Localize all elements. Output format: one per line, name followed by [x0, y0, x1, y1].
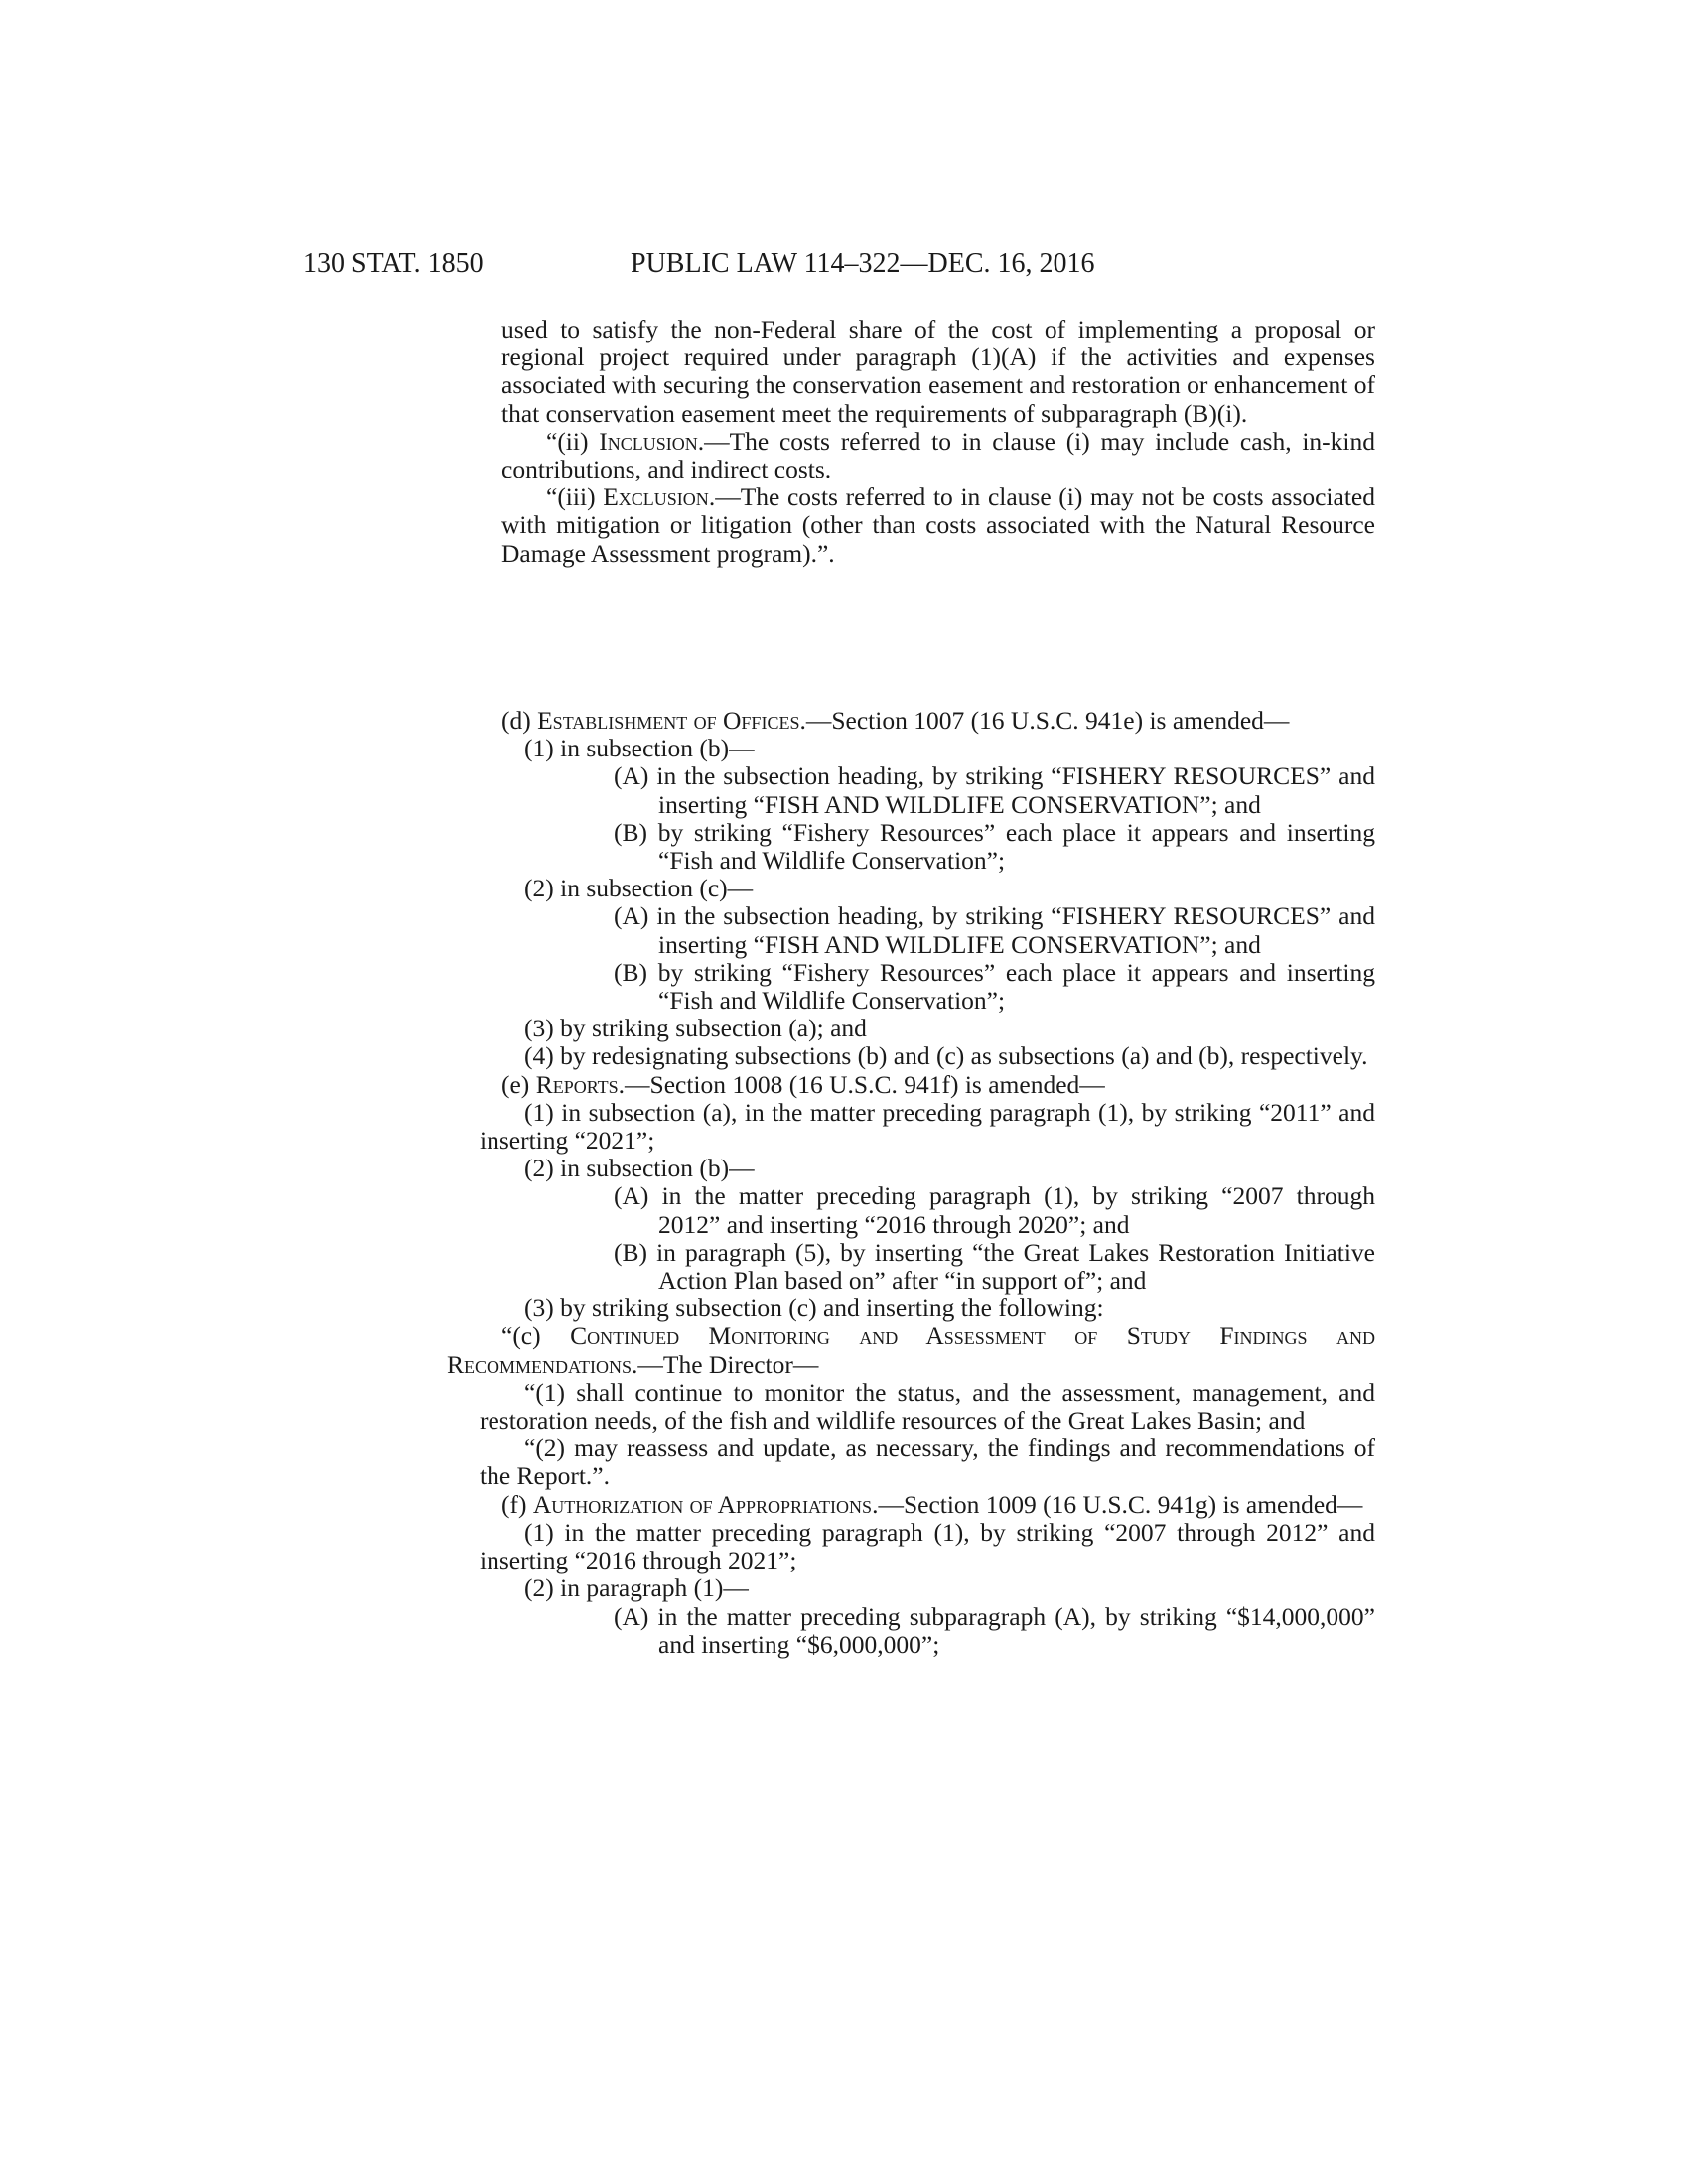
paragraph-item: (A) in the matter preceding subparagraph (A), by striking “$14,000,000” and inserting “$6,000,000”; [614, 1601, 1375, 1659]
paragraph-item: (2) in subsection (c)— [524, 874, 754, 903]
subsection-e: (e) Reports.—Section 1008 (16 U.S.C. 941f) is amended— [501, 1069, 1105, 1099]
paragraph-item: (2) in paragraph (1)— [524, 1573, 749, 1603]
main-text [447, 706, 1375, 1659]
paragraph-item: (4) by redesignating subsections (b) and (c) as subsections (a) and (b), respectively. [524, 1041, 1368, 1071]
paragraph-item: (1) in subsection (b)— [524, 734, 755, 763]
running-header [303, 248, 1375, 288]
paragraph-item: “(1) shall continue to monitor the status, and the assessment, management, and restoration needs, of the fish and wildlife resources of the Great Lakes Basin; and [480, 1377, 1375, 1435]
paragraph-item: (B) by striking “Fishery Resources” each place it appears and inserting “Fish and Wildlife Conservation”; [614, 957, 1375, 1016]
paragraph: used to satisfy the non-Federal share of the cost of implementing a proposal or regional project required under paragraph (1)(A) if the activities and expenses associated with securing the conservation easement and restoration or enhancement of that conservation easement meet the requirements of subparagraph (B)(i). [501, 315, 1375, 428]
paragraph-item: “(2) may reassess and update, as necessary, the findings and recommendations of the Report.”. [480, 1433, 1375, 1491]
statute-page-number: 130 STAT. 1850 [303, 248, 484, 279]
paragraph-item: (A) in the matter preceding paragraph (1), by striking “2007 through 2012” and inserting “2016 through 2020”; and [614, 1181, 1375, 1239]
paragraph-item: (A) in the subsection heading, by striking “FISHERY RESOURCES” and inserting “FISH AND WILDLIFE CONSERVATION”; and [614, 901, 1375, 959]
paragraph-item: (B) in paragraph (5), by inserting “the Great Lakes Restoration Initiative Action Plan based on” after “in support of”; and [614, 1237, 1375, 1296]
paragraph-item: (B) by striking “Fishery Resources” each place it appears and inserting “Fish and Wildlife Conservation”; [614, 817, 1375, 876]
paragraph-item: (1) in the matter preceding paragraph (1), by striking “2007 through 2012” and inserting “2016 through 2021”; [480, 1517, 1375, 1575]
paragraph-item: (2) in subsection (b)— [524, 1154, 755, 1183]
paragraph-item: (3) by striking subsection (c) and inserting the following: [524, 1294, 1104, 1323]
subsection-d: (d) Establishment of Offices.—Section 1007 (16 U.S.C. 941e) is amended— [501, 706, 1290, 735]
subsection-f: (f) Authorization of Appropriations.—Section 1009 (16 U.S.C. 941g) is amended— [501, 1489, 1363, 1519]
paragraph-item: (1) in subsection (a), in the matter preceding paragraph (1), by striking “2011” and inserting “2021”; [480, 1097, 1375, 1156]
paragraph-item: (A) in the subsection heading, by striking “FISHERY RESOURCES” and inserting “FISH AND WILDLIFE CONSERVATION”; and [614, 761, 1375, 819]
document-body [501, 316, 1375, 568]
clause-ii: “(ii) Inclusion.—The costs referred to in clause (i) may include cash, in-kind contributions, and indirect costs. [501, 426, 1375, 484]
inserted-subsection-c: “(c) Continued Monitoring and Assessment of Study Findings and Recommendations.—The Director— [447, 1321, 1375, 1379]
paragraph-item: (3) by striking subsection (a); and [524, 1014, 867, 1043]
clause-iii: “(iii) Exclusion.—The costs referred to in clause (i) may not be costs associated with mitigation or litigation (other than costs associated with the Natural Resource Damage Assessment program).”. [501, 482, 1375, 568]
public-law-title: PUBLIC LAW 114–322—DEC. 16, 2016 [631, 248, 1095, 279]
